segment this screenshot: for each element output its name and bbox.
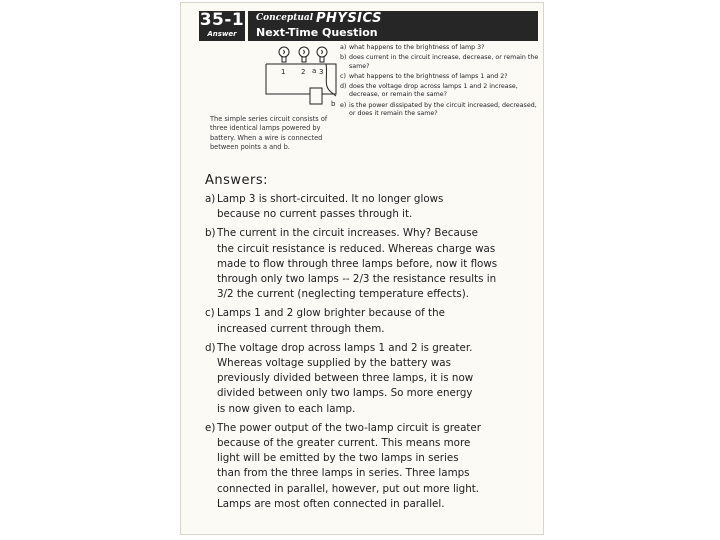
question-list: [340, 44, 540, 120]
answer-list: [205, 192, 540, 516]
answer-item: b) The current in the circuit increases. Why? Because the circuit resistance is reduced. Whereas charge was made to flow through three lamps before, now it flows through only two lamps -- 2/3 the resistance results in 3/2 the current (neglecting temperature effects).: [205, 227, 498, 301]
answer-item: d) The voltage drop across lamps 1 and 2 is greater. Whereas voltage supplied by the battery was previously divided between three lamps, it is now divided between only two lamps. So more energy is now given to each lamp.: [205, 341, 474, 415]
point-label-b: b: [331, 100, 336, 108]
question-item: b) does current in the circuit increase, decrease, or remain the same?: [340, 54, 539, 70]
answer-item: a) Lamp 3 is short-circuited. It no longer glows because no current passes through it.: [205, 193, 444, 221]
lamp-2-icon: [299, 47, 309, 62]
battery-icon: [310, 88, 322, 104]
shorting-wire: [326, 64, 336, 96]
lamp-label-2: 2: [301, 68, 306, 76]
title-banner: [248, 11, 538, 41]
lamp-3-icon: [317, 47, 327, 62]
point-label-a: a: [312, 67, 317, 75]
question-item: e) is the power dissipated by the circuit increased, decreased, or does it remain the same?: [340, 101, 537, 118]
answer-item: c) Lamps 1 and 2 glow brighter because of the increased current through them.: [205, 307, 445, 335]
answers-heading: Answers:: [205, 173, 269, 188]
page-title: Next-Time Question: [256, 26, 378, 39]
diagram-caption: The simple series circuit consists of three identical lamps powered by battery. When a wire is connected between points a and b.: [210, 115, 328, 152]
lamp-label-3: 3: [319, 68, 324, 76]
brand-physics: PHYSICS: [316, 11, 382, 26]
lesson-number-badge: [199, 11, 245, 41]
answer-tag: Answer: [207, 30, 237, 38]
question-item: c) what happens to the brightness of lamps 1 and 2?: [340, 72, 508, 80]
lamp-label-1: 1: [281, 68, 286, 76]
lesson-number: 35-1: [199, 10, 245, 30]
brand-conceptual: Conceptual: [256, 13, 314, 23]
series-circuit-diagram: [252, 44, 338, 116]
lamp-1-icon: [279, 47, 289, 62]
answer-item: e) The power output of the two-lamp circuit is greater because of the greater current. This means more light will be emitted by the two lamps in series than from the three lamps in series. Three lamps connected in parallel, however, put out more light. Lamps are most often connected in parallel.: [205, 421, 481, 510]
question-item: d) does the voltage drop across lamps 1 and 2 increase, decrease, or remain the same?: [340, 82, 518, 99]
question-item: a) what happens to the brightness of lamp 3?: [340, 44, 485, 51]
